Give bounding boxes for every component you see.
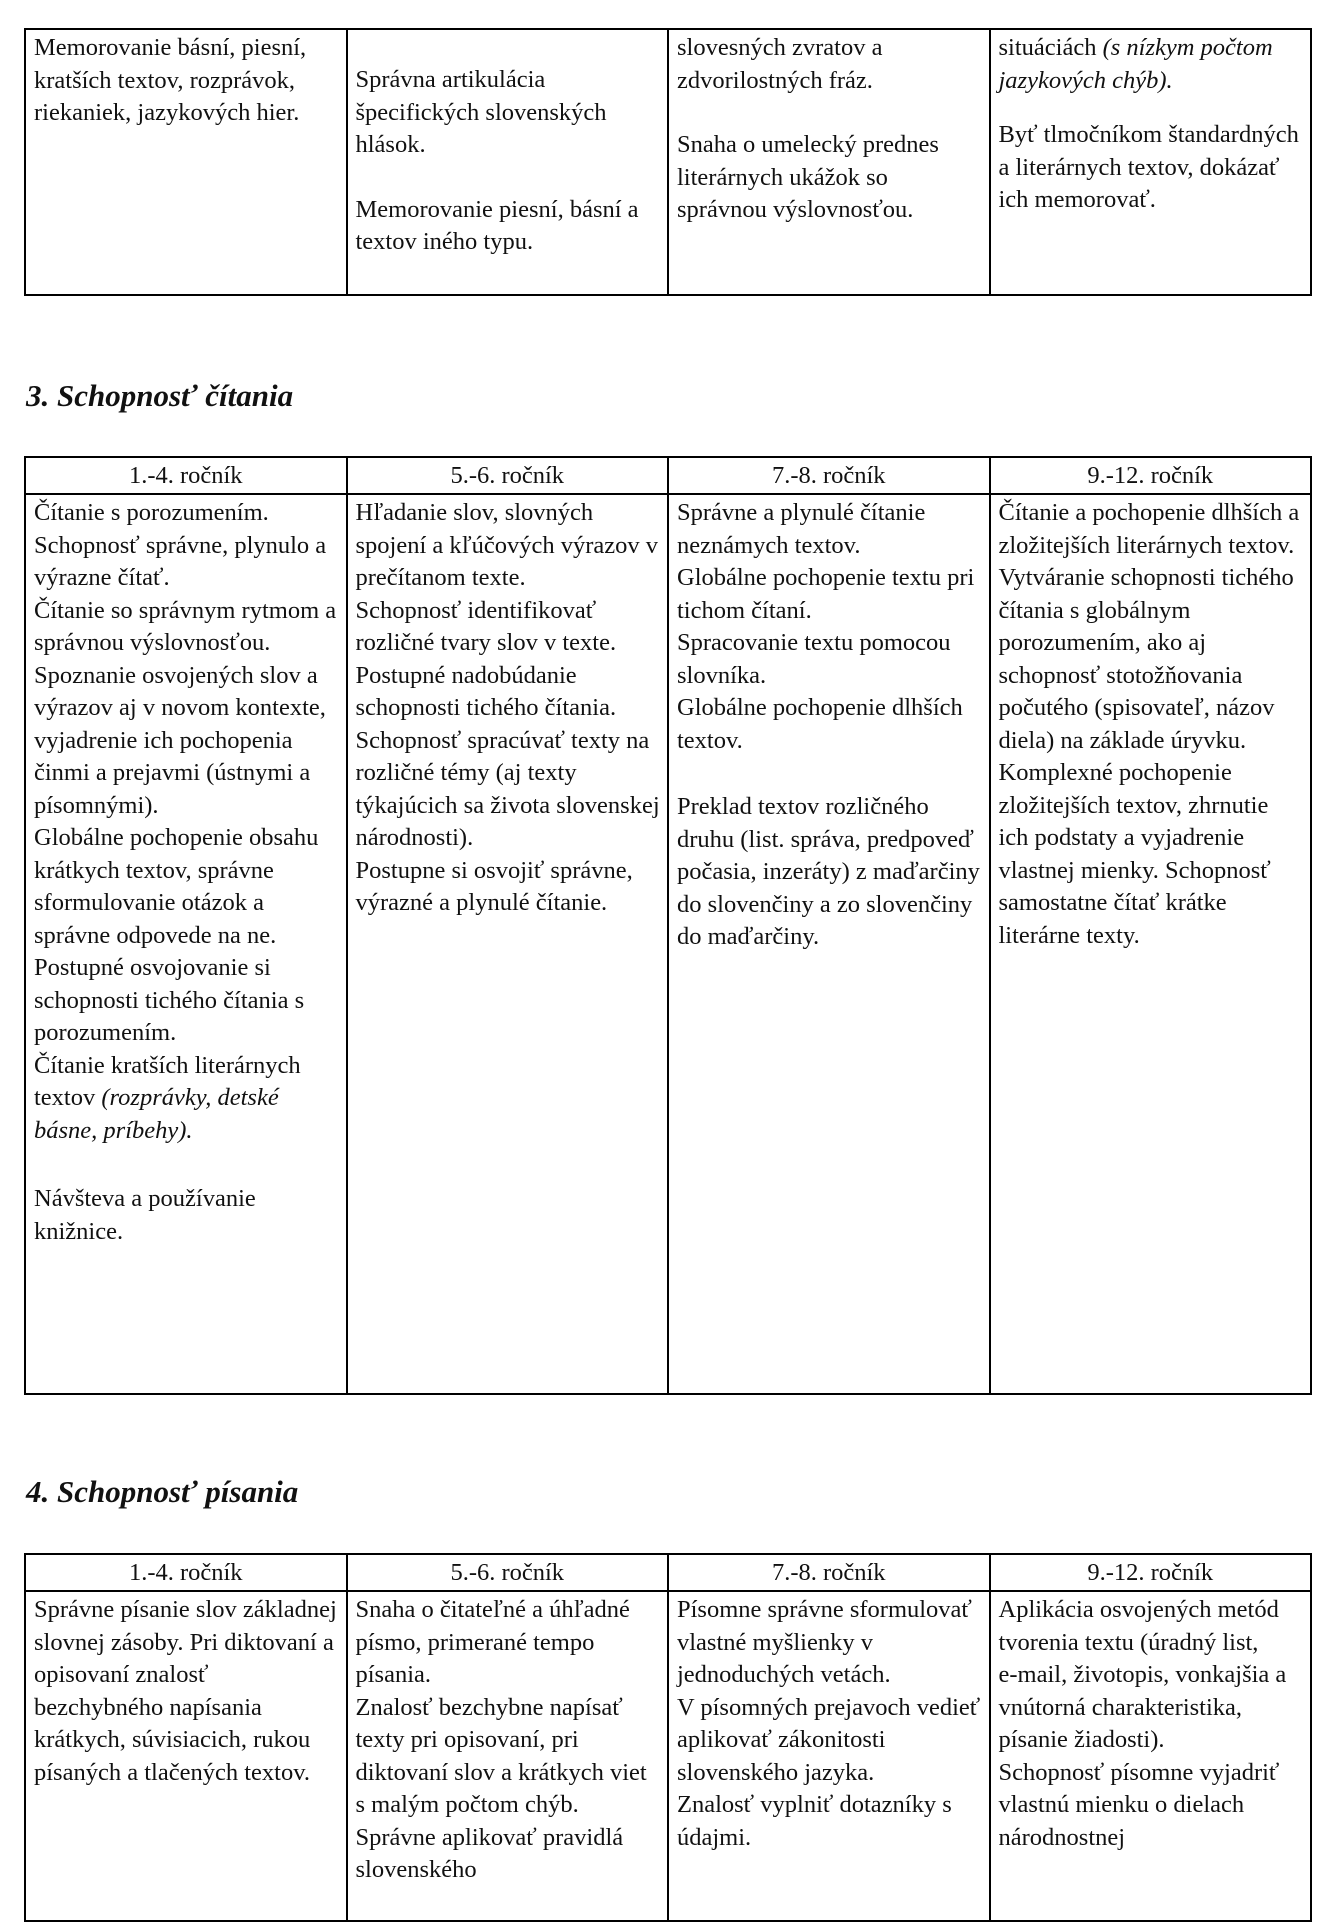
table-row [25, 1591, 1311, 1921]
cell-grade-7-8 [668, 29, 990, 295]
cell-text: Postupné osvojovanie si schopnosti tichého čítania s porozumením. [34, 954, 311, 1046]
cell-text: Schopnosť správne, plynulo a výrazne čítať. [34, 531, 333, 591]
header-grade-5-6: 5.-6. ročník [347, 1554, 669, 1591]
cell-text: Schopnosť identifikovať rozličné tvary slov v texte. [355, 596, 617, 656]
cell-text: Návšteva a používanie knižnice. [34, 1185, 262, 1245]
cell-text: Písomne správne sformulovať vlastné myšlienky v jednoduchých vetách. [677, 1596, 979, 1688]
cell-text: Schopnosť písomne vyjadriť vlastnú mienku o dielach národnostnej [998, 1758, 1286, 1851]
header-grade-9-12: 9.-12. ročník [990, 457, 1312, 494]
cell-grade-5-6 [347, 1591, 669, 1921]
header-grade-1-4: 1.-4. ročník [25, 457, 347, 494]
cell-grade-5-6 [347, 29, 669, 295]
table-reading [24, 456, 1312, 1395]
cell-text: Vytváranie schopnosti tichého čítania s globálnym porozumením, ako aj schopnosť stotožňovania počutého (spisovateľ, názov diela) na základe úryvku. [998, 564, 1300, 754]
table-header-row [25, 457, 1311, 494]
cell-text: Postupne si osvojiť správne, výrazné a plynulé čítanie. [355, 856, 639, 916]
cell-text: Memorovanie piesní, básní a textov iného typu. [355, 195, 645, 255]
cell-text: Byť tlmočníkom štandardných a literárnych textov, dokázať ich memorovať. [998, 121, 1305, 213]
cell-text: Čítanie so správnym rytmom a správnou výslovnosťou. [34, 596, 343, 656]
cell-text: Globálne pochopenie dlhších textov. [677, 694, 969, 754]
cell-text: Čítanie kratších literárnych textov (rozprávky, detské básne, príbehy). [34, 1051, 307, 1144]
cell-text: Komplexné pochopenie zložitejších textov, zhrnutie ich podstaty a vyjadrenie vlastnej mienky. Schopnosť samostatne čítať krátke literárne texty. [998, 759, 1277, 949]
cell-text: Memorovanie básní, piesní, kratších textov, rozprávok, riekaniek, jazykových hier. [34, 34, 313, 126]
cell-text: Správne aplikovať pravidlá slovenského [355, 1823, 630, 1883]
table-header-row [25, 1554, 1311, 1591]
cell-text: Správne a plynulé čítanie neznámych textov. [677, 499, 932, 559]
cell-grade-7-8 [668, 1591, 990, 1921]
header-grade-1-4: 1.-4. ročník [25, 1554, 347, 1591]
table-row [25, 494, 1311, 1394]
cell-grade-9-12 [990, 494, 1312, 1394]
table-writing [24, 1553, 1312, 1922]
header-grade-5-6: 5.-6. ročník [347, 457, 669, 494]
section-heading-writing: 4. Schopnosť písania [26, 1474, 299, 1509]
header-grade-7-8: 7.-8. ročník [668, 1554, 990, 1591]
cell-text: Schopnosť spracúvať texty na rozličné témy (aj texty týkajúcich sa života slovenskej národnosti). [355, 726, 666, 851]
cell-grade-9-12 [990, 29, 1312, 295]
cell-grade-1-4 [25, 494, 347, 1394]
cell-text: Znalosť bezchybne napísať texty pri opisovaní, pri diktovaní slov a krátkych viet s malým počtom chýb. [355, 1693, 653, 1818]
cell-grade-1-4 [25, 29, 347, 295]
cell-text: Preklad textov rozličného druhu (list. správa, predpoveď počasia, inzeráty) z maďarčiny do slovenčiny a zo slovenčiny do maďarčiny. [677, 793, 987, 950]
cell-text: Správna artikulácia špecifických slovenských hlások. [355, 66, 613, 158]
cell-text: Hľadanie slov, slovných spojení a kľúčových výrazov v prečítanom texte. [355, 499, 665, 591]
section-heading-reading: 3. Schopnosť čítania [26, 378, 294, 413]
cell-text: Správne písanie slov základnej slovnej zásoby. Pri diktovaní a opisovaní znalosť bezchybného napísania krátkych, súvisiacich, rukou písaných a tlačených textov. [34, 1596, 343, 1786]
cell-text: Postupné nadobúdanie schopnosti tichého čítania. [355, 661, 617, 721]
cell-text: Znalosť vyplniť dotazníky s údajmi. [677, 1791, 958, 1851]
cell-text: Aplikácia osvojených metód tvorenia textu (úradný list, [998, 1596, 1285, 1656]
cell-text: slovesných zvratov a zdvorilostných fráz. [677, 34, 889, 94]
header-grade-7-8: 7.-8. ročník [668, 457, 990, 494]
cell-text: Snaha o čitateľné a úhľadné písmo, primerané tempo písania. [355, 1596, 636, 1688]
cell-grade-7-8 [668, 494, 990, 1394]
cell-grade-9-12 [990, 1591, 1312, 1921]
cell-text: Globálne pochopenie obsahu krátkych textov, správne sformulovanie otázok a správne odpovede na ne. [34, 824, 325, 949]
cell-text: Spoznanie osvojených slov a výrazov aj v novom kontexte, vyjadrenie ich pochopenia činmi a prejavmi (ústnymi a písomnými). [34, 661, 333, 819]
cell-grade-1-4 [25, 1591, 347, 1921]
cell-grade-5-6 [347, 494, 669, 1394]
cell-text: V písomných prejavoch vedieť aplikovať zákonitosti slovenského jazyka. [677, 1693, 987, 1786]
header-grade-9-12: 9.-12. ročník [990, 1554, 1312, 1591]
table-speaking-continued [24, 28, 1312, 296]
cell-text: Globálne pochopenie textu pri tichom čítaní. [677, 564, 981, 624]
cell-text: Spracovanie textu pomocou slovníka. [677, 629, 957, 689]
cell-text: e-mail, životopis, vonkajšia a vnútorná charakteristika, písanie žiadosti). [998, 1661, 1293, 1753]
cell-text: Čítanie s porozumením. [34, 499, 269, 526]
cell-text: Snaha o umelecký prednes literárnych ukážok so správnou výslovnosťou. [677, 131, 946, 223]
table-row [25, 29, 1311, 295]
cell-text: situáciách (s nízkym počtom jazykových chýb). [998, 34, 1279, 94]
cell-text: Čítanie a pochopenie dlhších a zložitejších literárnych textov. [998, 499, 1306, 559]
